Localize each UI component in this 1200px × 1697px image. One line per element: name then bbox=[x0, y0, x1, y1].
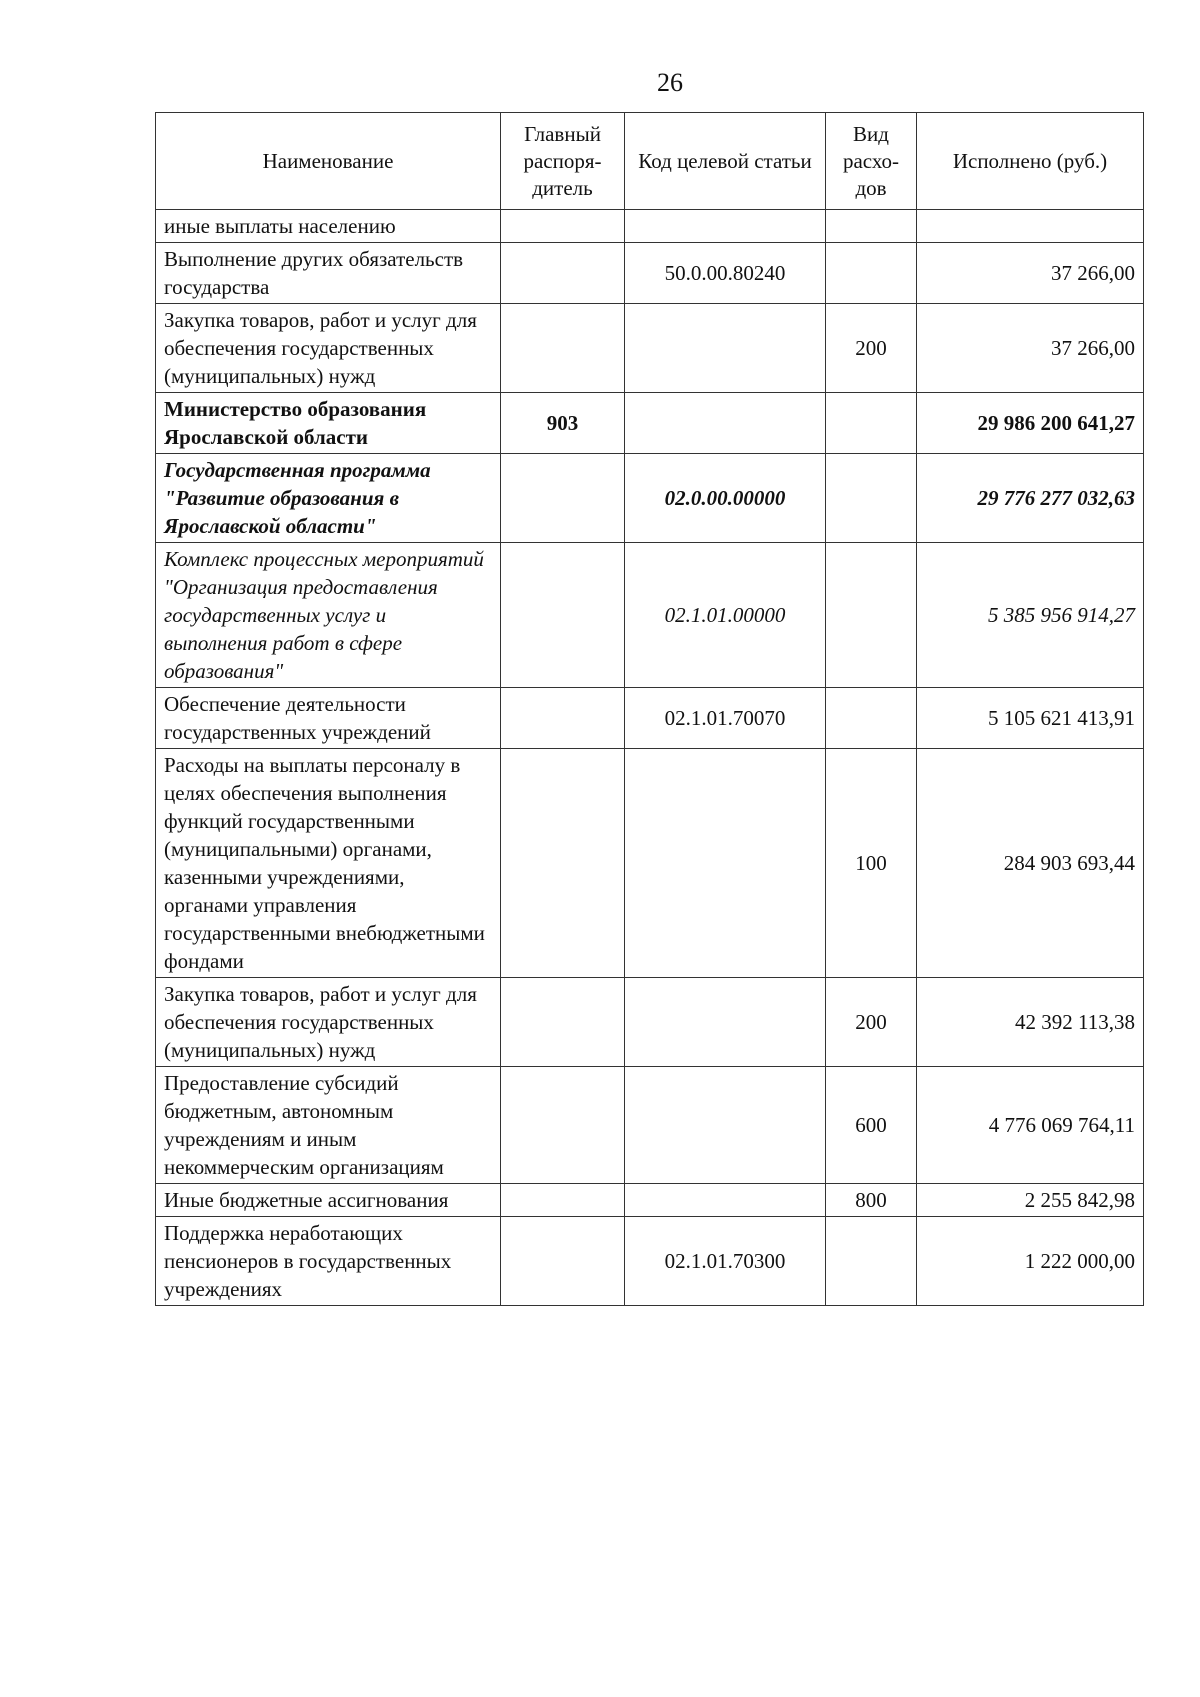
table-row bbox=[156, 978, 1144, 1067]
cell-executed: 1 222 000,00 bbox=[917, 1217, 1144, 1306]
cell-main-manager bbox=[501, 1067, 625, 1184]
cell-executed: 29 776 277 032,63 bbox=[917, 454, 1144, 543]
cell-name: Закупка товаров, работ и услуг для обеспечения государственных (муниципальных) нужд bbox=[156, 304, 501, 393]
page-number: 26 bbox=[657, 68, 683, 97]
cell-executed: 37 266,00 bbox=[917, 243, 1144, 304]
table-row bbox=[156, 243, 1144, 304]
cell-expense-type: 200 bbox=[826, 978, 917, 1067]
cell-expense-type bbox=[826, 688, 917, 749]
cell-name: Комплекс процессных мероприятий "Организация предоставления государственных услуг и выполнения работ в сфере образования" bbox=[156, 543, 501, 688]
cell-target-code: 02.1.01.00000 bbox=[625, 543, 826, 688]
table-row bbox=[156, 304, 1144, 393]
cell-name: Предоставление субсидий бюджетным, автономным учреждениям и иным некоммерческим организациям bbox=[156, 1067, 501, 1184]
table-header-row bbox=[156, 113, 1144, 210]
budget-table bbox=[155, 112, 1144, 1306]
header-expense-type: Вид расхо-дов bbox=[826, 113, 917, 210]
cell-expense-type: 200 bbox=[826, 304, 917, 393]
cell-expense-type: 600 bbox=[826, 1067, 917, 1184]
cell-main-manager bbox=[501, 304, 625, 393]
cell-name: Выполнение других обязательств государства bbox=[156, 243, 501, 304]
cell-name: Иные бюджетные ассигнования bbox=[156, 1184, 501, 1217]
cell-name: Государственная программа "Развитие образования в Ярославской области" bbox=[156, 454, 501, 543]
cell-target-code: 02.0.00.00000 bbox=[625, 454, 826, 543]
cell-target-code bbox=[625, 1067, 826, 1184]
cell-expense-type bbox=[826, 210, 917, 243]
cell-main-manager bbox=[501, 543, 625, 688]
cell-name: Расходы на выплаты персоналу в целях обеспечения выполнения функций государственными (муниципальными) органами, казенными учреждениями, органами управления государственными внебюджетными фондами bbox=[156, 749, 501, 978]
header-executed: Исполнено (руб.) bbox=[917, 113, 1144, 210]
table-row bbox=[156, 454, 1144, 543]
cell-executed: 284 903 693,44 bbox=[917, 749, 1144, 978]
cell-name: Обеспечение деятельности государственных учреждений bbox=[156, 688, 501, 749]
cell-main-manager: 903 bbox=[501, 393, 625, 454]
table-row bbox=[156, 1067, 1144, 1184]
cell-executed: 29 986 200 641,27 bbox=[917, 393, 1144, 454]
cell-executed: 42 392 113,38 bbox=[917, 978, 1144, 1067]
cell-expense-type: 800 bbox=[826, 1184, 917, 1217]
header-name: Наименование bbox=[156, 113, 501, 210]
cell-target-code bbox=[625, 210, 826, 243]
cell-target-code: 02.1.01.70300 bbox=[625, 1217, 826, 1306]
table-body bbox=[156, 210, 1144, 1306]
table-row bbox=[156, 749, 1144, 978]
table-row bbox=[156, 1217, 1144, 1306]
cell-main-manager bbox=[501, 749, 625, 978]
cell-expense-type bbox=[826, 1217, 917, 1306]
cell-target-code bbox=[625, 393, 826, 454]
table-row bbox=[156, 688, 1144, 749]
header-target-code: Код целевой статьи bbox=[625, 113, 826, 210]
cell-name: иные выплаты населению bbox=[156, 210, 501, 243]
cell-main-manager bbox=[501, 688, 625, 749]
cell-executed: 5 385 956 914,27 bbox=[917, 543, 1144, 688]
cell-name: Министерство образования Ярославской области bbox=[156, 393, 501, 454]
cell-expense-type bbox=[826, 543, 917, 688]
table-row bbox=[156, 1184, 1144, 1217]
cell-target-code bbox=[625, 1184, 826, 1217]
cell-main-manager bbox=[501, 978, 625, 1067]
cell-expense-type bbox=[826, 393, 917, 454]
cell-executed: 5 105 621 413,91 bbox=[917, 688, 1144, 749]
cell-main-manager bbox=[501, 1217, 625, 1306]
cell-target-code: 02.1.01.70070 bbox=[625, 688, 826, 749]
cell-expense-type: 100 bbox=[826, 749, 917, 978]
cell-target-code bbox=[625, 978, 826, 1067]
cell-main-manager bbox=[501, 454, 625, 543]
cell-name: Поддержка неработающих пенсионеров в государственных учреждениях bbox=[156, 1217, 501, 1306]
cell-executed: 37 266,00 bbox=[917, 304, 1144, 393]
cell-target-code bbox=[625, 304, 826, 393]
cell-main-manager bbox=[501, 243, 625, 304]
cell-executed: 2 255 842,98 bbox=[917, 1184, 1144, 1217]
header-main-manager: Главный распоря-дитель bbox=[501, 113, 625, 210]
table-row bbox=[156, 543, 1144, 688]
cell-expense-type bbox=[826, 243, 917, 304]
cell-target-code: 50.0.00.80240 bbox=[625, 243, 826, 304]
cell-target-code bbox=[625, 749, 826, 978]
cell-expense-type bbox=[826, 454, 917, 543]
table-row bbox=[156, 210, 1144, 243]
cell-executed: 4 776 069 764,11 bbox=[917, 1067, 1144, 1184]
cell-main-manager bbox=[501, 1184, 625, 1217]
cell-main-manager bbox=[501, 210, 625, 243]
cell-executed bbox=[917, 210, 1144, 243]
table-row bbox=[156, 393, 1144, 454]
cell-name: Закупка товаров, работ и услуг для обеспечения государственных (муниципальных) нужд bbox=[156, 978, 501, 1067]
